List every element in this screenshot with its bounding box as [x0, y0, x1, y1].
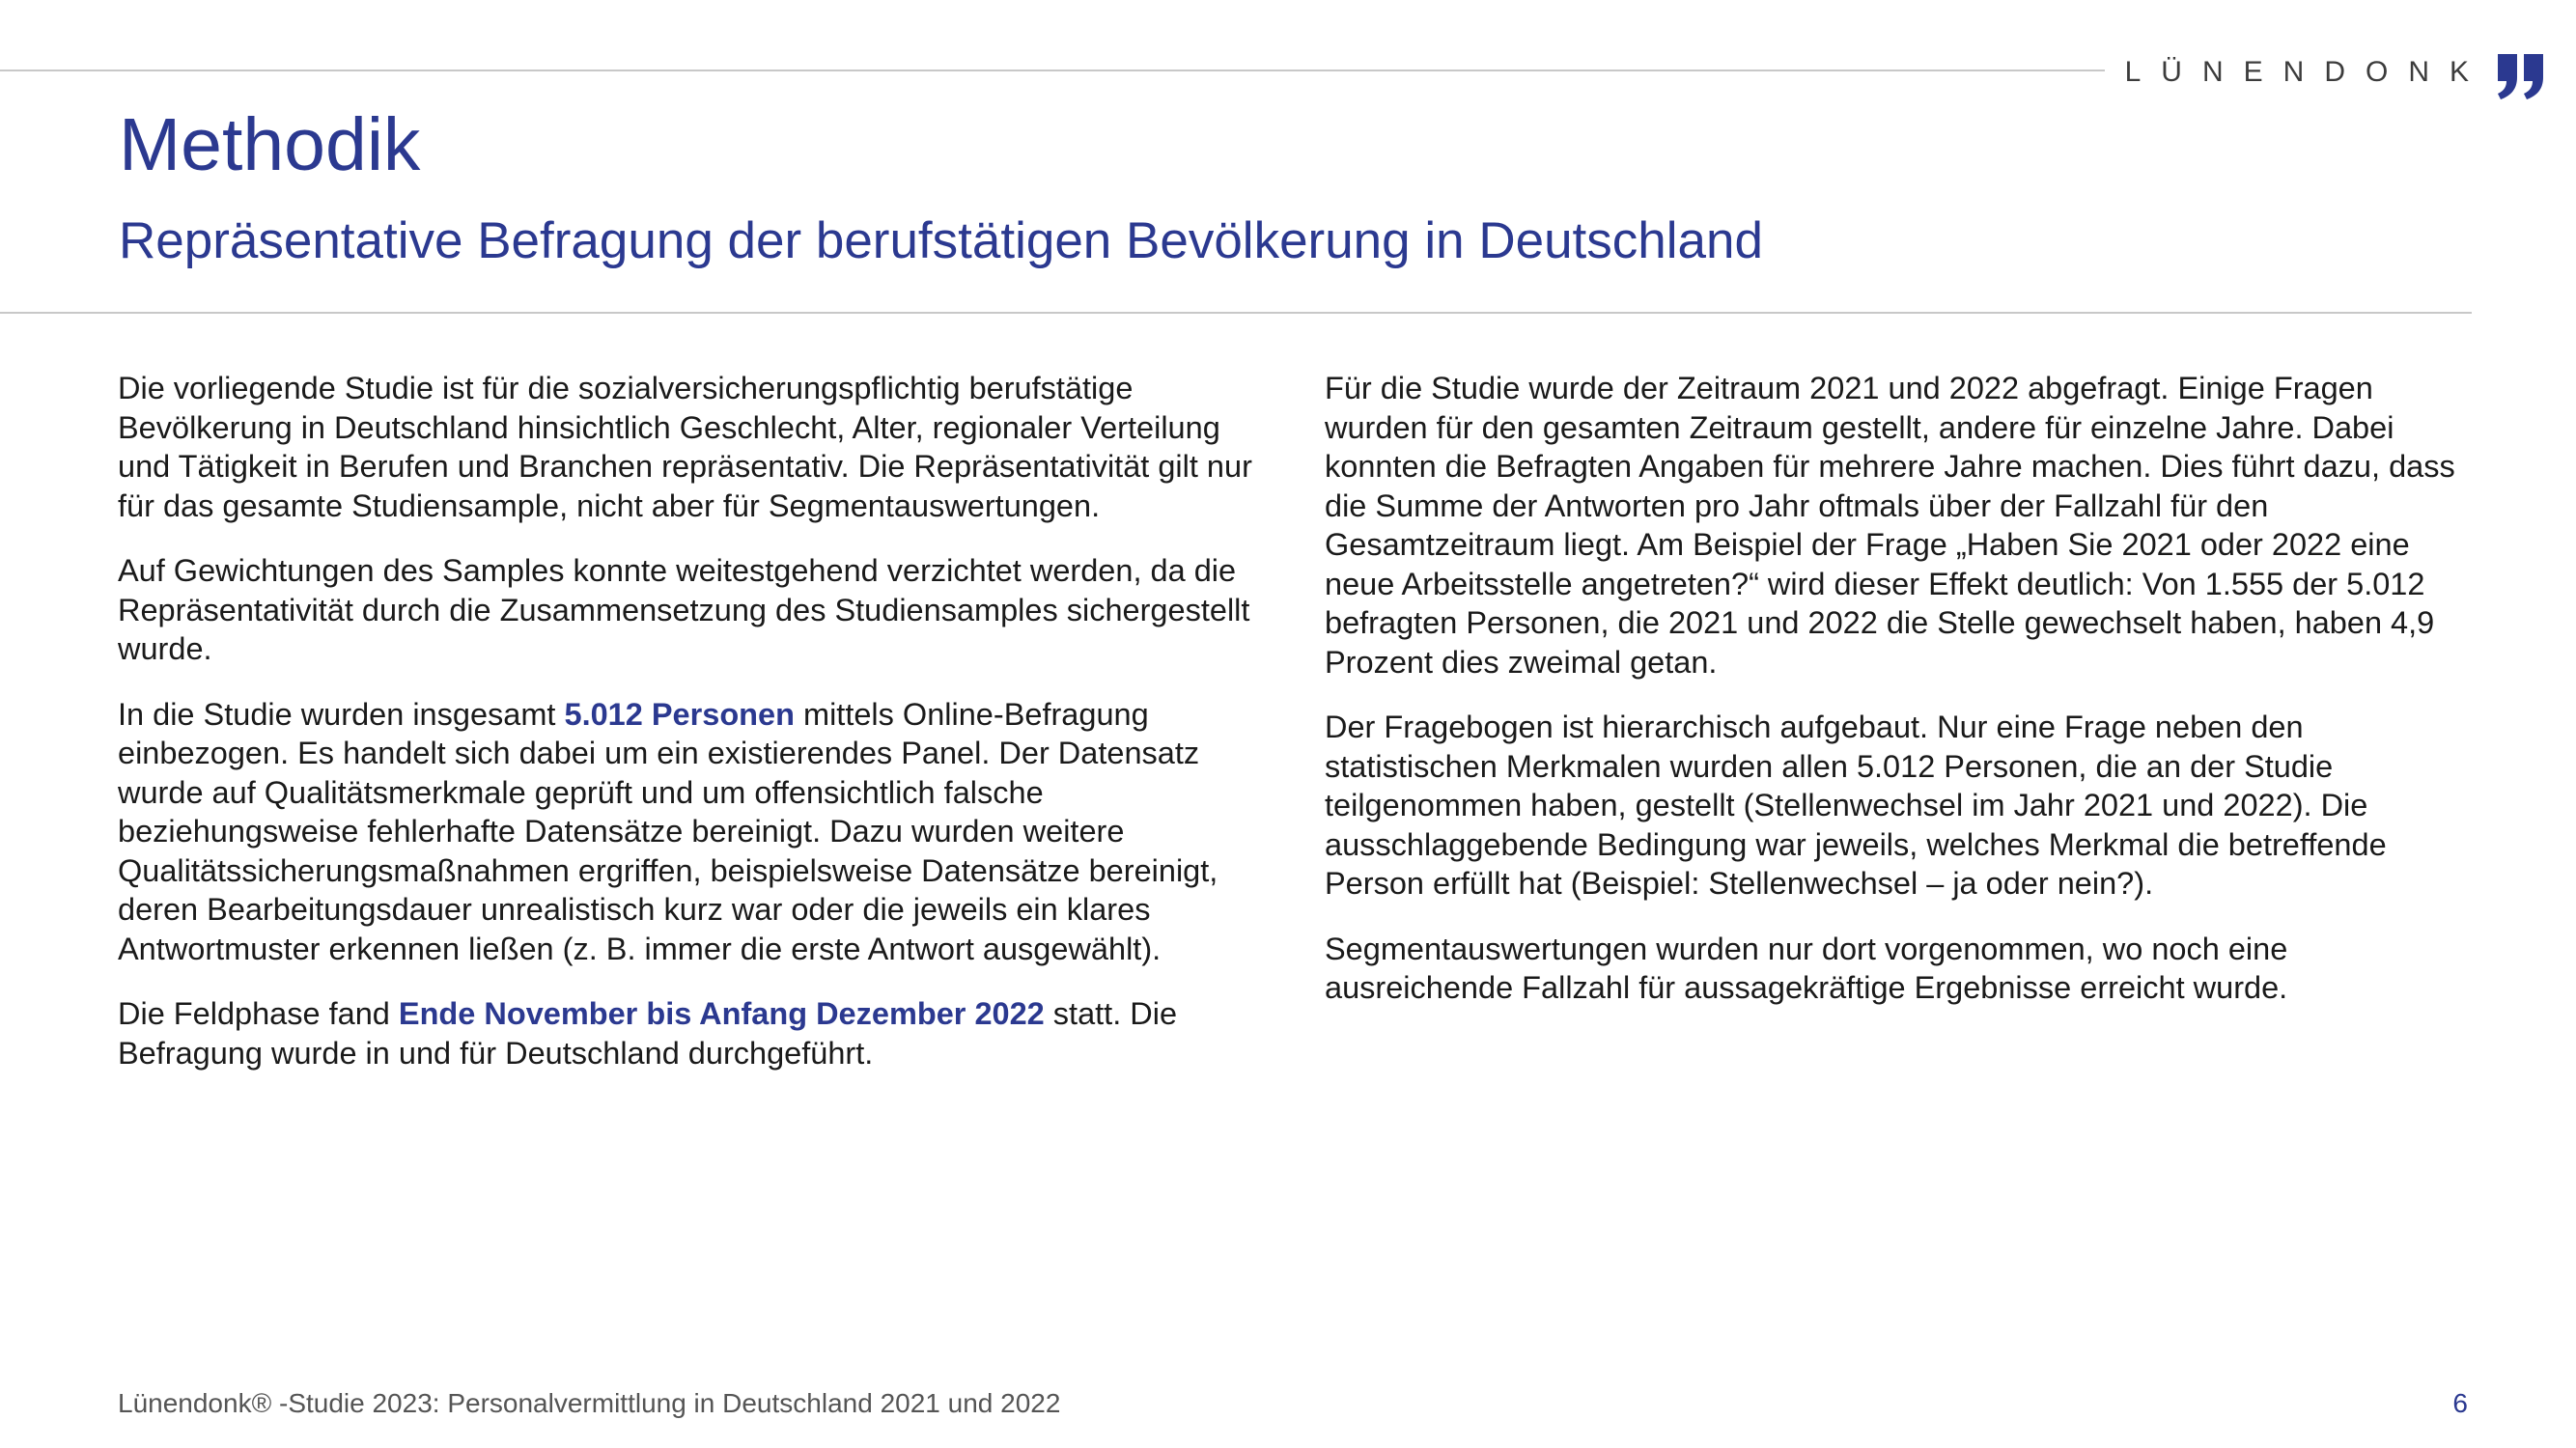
right-text-column: [1325, 369, 2483, 1034]
field-phase-text-before: Die Feldphase fand: [118, 996, 399, 1031]
header-divider: [0, 312, 2472, 314]
paragraph-questionnaire: Der Fragebogen ist hierarchisch aufgebaut. Nur eine Frage neben den statistischen Merkmalen wurden allen 5.012 Personen, die an der Studie teilgenommen haben, gestellt (Stellenwechsel im Jahr 2021 und 2022). Die ausschlaggebende Bedingung war jeweils, welches Merkmal die betreffende Person erfüllt hat (Beispiel: Stellenwechsel – ja oder nein?).: [1325, 710, 2387, 901]
paragraph-sample: [118, 695, 1257, 969]
logo-text: LÜNENDONK: [2124, 56, 2489, 88]
paragraph-field-phase: [118, 994, 1257, 1072]
sample-text-after: mittels Online-Befragung einbezogen. Es handelt sich dabei um ein existierendes Panel. Der Datensatz wurde auf Qualitätsmerkmale geprüft und um offensichtlich falsche beziehungsweise fehlerhafte Datensätze bereinigt. Dazu wurden weitere Qualitätssicherungsmaßnahmen ergriffen, beispielsweise Datensätze bereinigt, deren Bearbeitungsdauer unrealistisch kurz war oder die jeweils ein klares Antwortmuster erkennen ließen (z. B. immer die erste Antwort ausgewählt).: [118, 696, 1218, 966]
page-number: 6: [2452, 1388, 2468, 1418]
top-divider: [0, 70, 2105, 71]
left-text-column: [118, 369, 1257, 1099]
paragraph-timeframe: Für die Studie wurde der Zeitraum 2021 und 2022 abgefragt. Einige Fragen wurden für den gesamten Zeitraum gestellt, andere für einzelne Jahre. Dabei konnten die Befragten Angaben für mehrere Jahre machen. Dies führt dazu, dass die Summe der Antworten pro Jahr oftmals über der Fallzahl für den Gesamtzeitraum liegt. Am Beispiel der Frage „Haben Sie 2021 oder 2022 eine neue Arbeitsstelle angetreten?“ wird dieser Effekt deutlich: Von 1.555 der 5.012 befragten Personen, die 2021 und 2022 die Stelle gewechselt haben, haben 4,9 Prozent dies zweimal getan.: [1325, 371, 2455, 680]
double-quote-mark-icon: [2495, 52, 2547, 100]
field-phase-highlight: Ende November bis Anfang Dezember 2022: [398, 996, 1045, 1031]
sample-text-before: In die Studie wurden insgesamt: [118, 696, 565, 732]
paragraph-representativity: Die vorliegende Studie ist für die sozialversicherungspflichtig berufstätige Bevölkerung in Deutschland hinsichtlich Geschlecht, Alter, regionaler Verteilung und Tätigkeit in Berufen und Branchen repräsentativ. Die Repräsentativität gilt nur für das gesamte Studiensample, nicht aber für Segmentauswertungen.: [118, 371, 1252, 523]
paragraph-segment-analysis: Segmentauswertungen wurden nur dort vorgenommen, wo noch eine ausreichende Fallzahl für aussagekräftige Ergebnisse erreicht wurde.: [1325, 931, 2288, 1005]
page-subtitle: Repräsentative Befragung der berufstätigen Bevölkerung in Deutschland: [119, 212, 1763, 269]
field-phase-text-after: statt. Die Befragung wurde in und für Deutschland durchgeführt.: [118, 996, 1178, 1071]
page-title: Methodik: [119, 103, 421, 186]
sample-size-highlight: 5.012 Personen: [564, 696, 795, 732]
footer-study-title: Lünendonk® -Studie 2023: Personalvermittlung in Deutschland 2021 und 2022: [118, 1388, 1061, 1418]
paragraph-weighting: Auf Gewichtungen des Samples konnte weitestgehend verzichtet werden, da die Repräsentativität durch die Zusammensetzung des Studiensamples sichergestellt wurde.: [118, 553, 1250, 666]
lunendonk-logo: [2125, 44, 2547, 100]
